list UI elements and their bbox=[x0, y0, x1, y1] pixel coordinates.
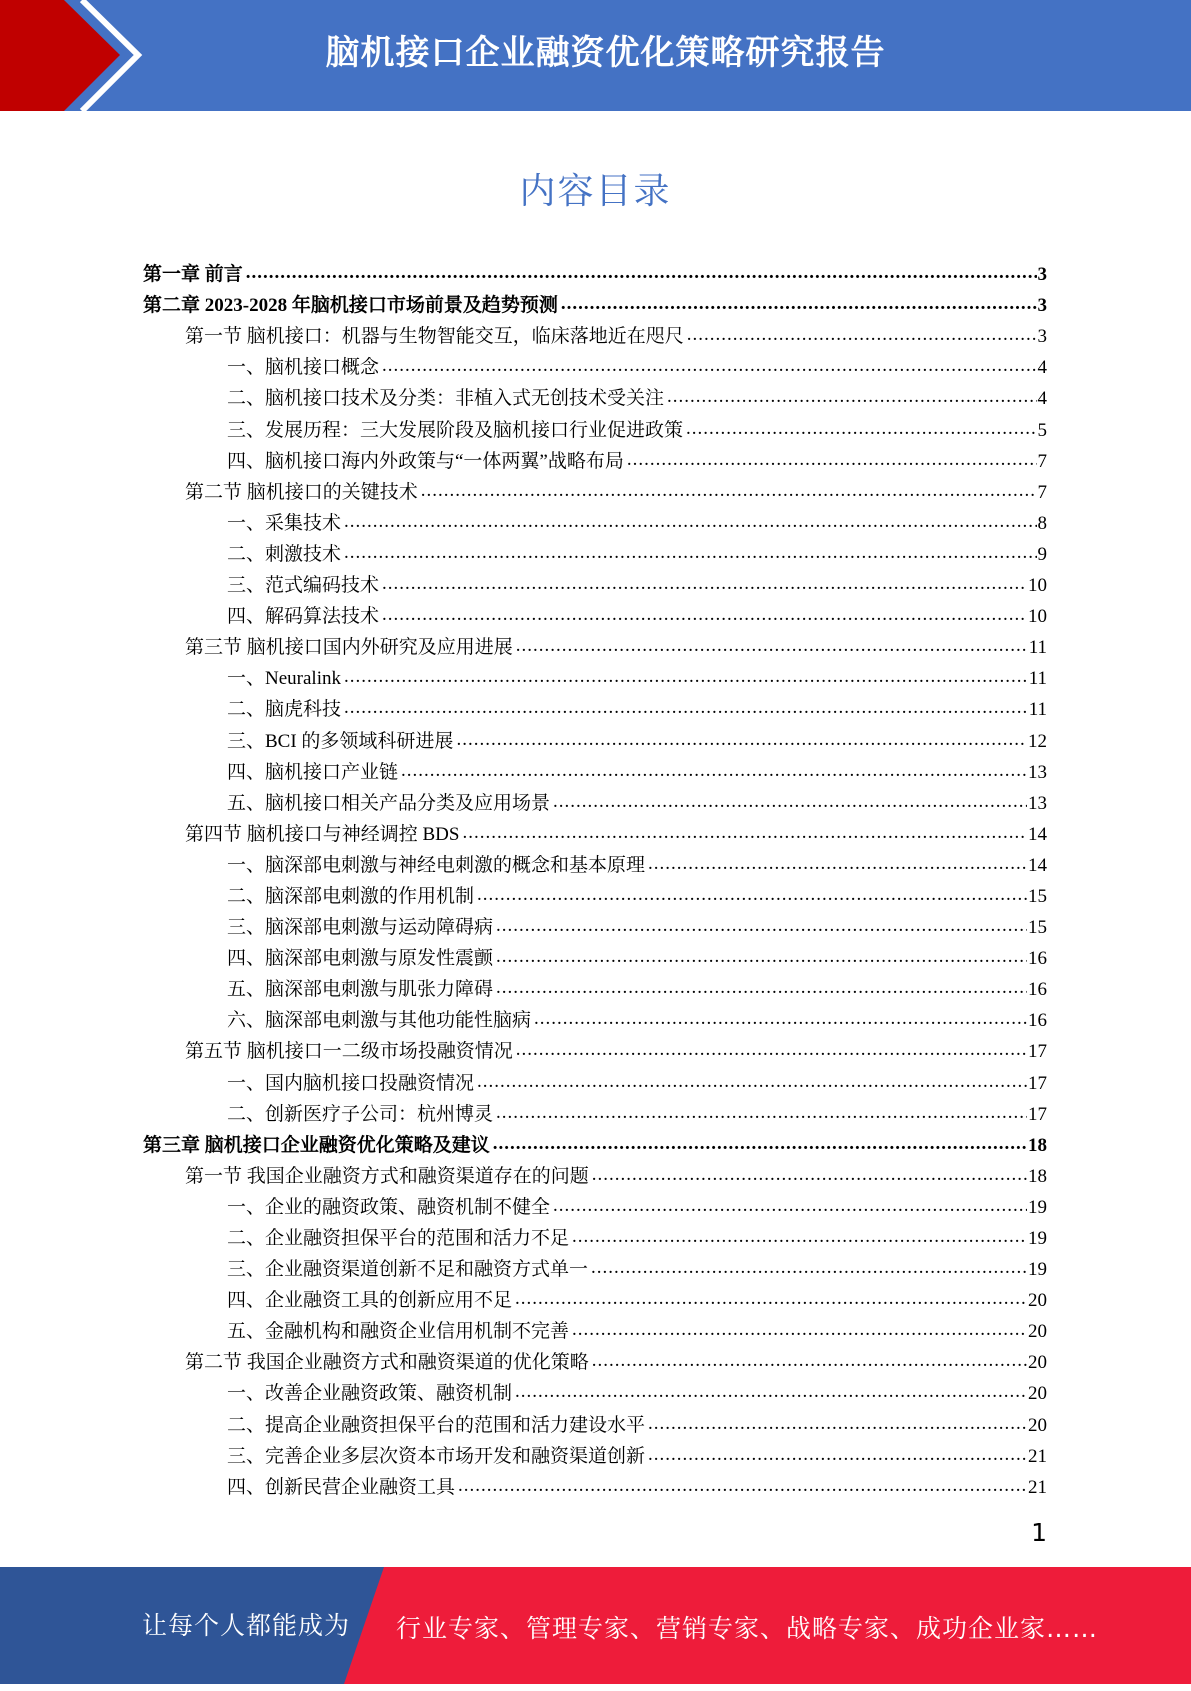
toc-entry[interactable] bbox=[143, 348, 1047, 379]
toc-dot-leader bbox=[493, 1134, 1027, 1157]
toc-entry-title: 一、采集技术 bbox=[227, 512, 342, 534]
toc-entry-title: 第二节 脑机接口的关键技术 bbox=[185, 481, 418, 503]
toc-dot-leader bbox=[246, 263, 1037, 286]
toc-entry-title: 二、刺激技术 bbox=[227, 543, 342, 565]
toc-entry[interactable] bbox=[143, 1063, 1047, 1094]
toc-dot-leader bbox=[344, 512, 1036, 535]
toc-entry-page: 19 bbox=[1028, 1259, 1047, 1281]
toc-dot-leader bbox=[382, 356, 1036, 379]
toc-entry[interactable] bbox=[143, 379, 1047, 410]
toc-entry[interactable] bbox=[143, 753, 1047, 784]
toc-entry[interactable] bbox=[143, 1281, 1047, 1312]
toc-entry[interactable] bbox=[143, 1188, 1047, 1219]
toc-entry-page: 19 bbox=[1028, 1228, 1047, 1249]
toc-entry-title: 四、脑机接口产业链 bbox=[227, 761, 399, 783]
toc-heading: 内容目录 bbox=[519, 171, 672, 212]
toc-entry[interactable] bbox=[143, 1219, 1047, 1250]
toc-entry-page: 21 bbox=[1028, 1445, 1047, 1467]
toc-entry-page: 16 bbox=[1028, 979, 1047, 1001]
toc-entry-title: 六、脑深部电刺激与其他功能性脑病 bbox=[227, 1010, 532, 1032]
toc-entry-page: 21 bbox=[1028, 1476, 1047, 1498]
toc-entry-page: 19 bbox=[1028, 1196, 1047, 1218]
report-title: 脑机接口企业融资优化策略研究报告 bbox=[325, 33, 886, 73]
toc-entry-page: 14 bbox=[1028, 854, 1047, 876]
toc-entry-page: 7 bbox=[1037, 481, 1047, 503]
toc-entry-page: 17 bbox=[1028, 1041, 1047, 1063]
toc-entry-title: 第四节 脑机接口与神经调控 BDS bbox=[185, 823, 460, 845]
toc-dot-leader bbox=[534, 1009, 1027, 1032]
toc-entry-page: 8 bbox=[1037, 512, 1047, 534]
toc-entry-page: 18 bbox=[1028, 1165, 1047, 1187]
toc-entry-page: 11 bbox=[1028, 637, 1047, 659]
toc-entry[interactable] bbox=[143, 846, 1047, 877]
toc-entry-page: 7 bbox=[1037, 450, 1047, 472]
toc-entry-page: 10 bbox=[1028, 575, 1047, 597]
toc-entry-title: 四、创新民营企业融资工具 bbox=[227, 1476, 456, 1498]
toc-entry-title: 第五节 脑机接口一二级市场投融资情况 bbox=[185, 1041, 513, 1063]
toc-dot-leader bbox=[591, 1258, 1027, 1281]
toc-entry-page: 3 bbox=[1037, 264, 1047, 286]
toc-entry-title: 三、发展历程：三大发展阶段及脑机接口行业促进政策 bbox=[227, 419, 684, 441]
toc-entry-page: 11 bbox=[1028, 699, 1047, 721]
toc-entry[interactable] bbox=[143, 1468, 1047, 1499]
toc-entry-page: 3 bbox=[1037, 295, 1047, 317]
toc-entry[interactable] bbox=[143, 1343, 1047, 1374]
toc-entry[interactable] bbox=[143, 1405, 1047, 1436]
toc-entry[interactable] bbox=[143, 442, 1047, 473]
toc-dot-leader bbox=[516, 636, 1028, 659]
toc-entry[interactable] bbox=[143, 815, 1047, 846]
toc-entry-page: 9 bbox=[1037, 543, 1047, 565]
toc-entry-title: 二、脑深部电刺激的作用机制 bbox=[227, 885, 475, 907]
toc-entry[interactable] bbox=[143, 877, 1047, 908]
toc-entry-title: 第三节 脑机接口国内外研究及应用进展 bbox=[185, 637, 513, 659]
toc-entry-page: 12 bbox=[1028, 730, 1047, 752]
toc-entry[interactable] bbox=[143, 597, 1047, 628]
toc-entry-title: 四、解码算法技术 bbox=[227, 606, 380, 628]
toc-dot-leader bbox=[561, 294, 1037, 317]
toc-entry-page: 20 bbox=[1028, 1414, 1047, 1436]
toc-entry-page: 18 bbox=[1028, 1134, 1047, 1156]
toc-dot-leader bbox=[382, 605, 1027, 628]
toc-entry[interactable] bbox=[143, 410, 1047, 441]
toc-entry-title: 第一章 前言 bbox=[143, 264, 243, 286]
toc-entry-title: 三、范式编码技术 bbox=[227, 575, 380, 597]
toc-dot-leader bbox=[382, 574, 1027, 597]
toc-dot-leader bbox=[515, 1382, 1027, 1405]
toc-dot-leader bbox=[496, 978, 1027, 1001]
toc-entry-title: 二、提高企业融资担保平台的范围和活力建设水平 bbox=[227, 1414, 646, 1436]
toc-entry[interactable] bbox=[143, 1126, 1047, 1157]
footer-banner bbox=[0, 1567, 1191, 1684]
toc-dot-leader bbox=[667, 387, 1036, 410]
toc-dot-leader bbox=[648, 1414, 1027, 1437]
header-bar bbox=[0, 0, 1191, 111]
toc-entry-title: 五、金融机构和融资企业信用机制不完善 bbox=[227, 1321, 570, 1343]
toc-entry[interactable] bbox=[143, 1312, 1047, 1343]
toc-dot-leader bbox=[572, 1227, 1027, 1250]
toc-dot-leader bbox=[687, 325, 1037, 348]
toc-entry-page: 14 bbox=[1028, 823, 1047, 845]
toc-entry-title: 四、企业融资工具的创新应用不足 bbox=[227, 1290, 513, 1312]
toc-entry-title: 二、企业融资担保平台的范围和活力不足 bbox=[227, 1228, 570, 1249]
toc-entry-title: 三、完善企业多层次资本市场开发和融资渠道创新 bbox=[227, 1445, 646, 1467]
toc-entry-title: 一、企业的融资政策、融资机制不健全 bbox=[227, 1196, 551, 1218]
toc-entry-page: 10 bbox=[1028, 606, 1047, 628]
toc-dot-leader bbox=[553, 1196, 1027, 1219]
toc-entry-title: 三、企业融资渠道创新不足和融资方式单一 bbox=[227, 1259, 589, 1281]
toc-entry-page: 13 bbox=[1028, 761, 1047, 783]
toc-entry-title: 二、脑机接口技术及分类：非植入式无创技术受关注 bbox=[227, 388, 665, 410]
toc-entry-title: 二、脑虎科技 bbox=[227, 699, 342, 721]
toc-entry-title: 四、脑机接口海内外政策与“一体两翼”战略布局 bbox=[227, 450, 624, 472]
toc-entry-page: 11 bbox=[1028, 668, 1047, 690]
toc-dot-leader bbox=[496, 916, 1027, 939]
toc-entry-title: 三、脑深部电刺激与运动障碍病 bbox=[227, 917, 494, 939]
toc-entry-title: 五、脑机接口相关产品分类及应用场景 bbox=[227, 792, 551, 814]
toc-dot-leader bbox=[553, 792, 1027, 815]
toc-entry[interactable] bbox=[143, 286, 1047, 317]
toc-dot-leader bbox=[477, 1072, 1027, 1095]
toc-entry-title: 第二章 2023-2028 年脑机接口市场前景及趋势预测 bbox=[143, 295, 558, 317]
toc-entry[interactable] bbox=[143, 659, 1047, 690]
page-number: 1 bbox=[1031, 1518, 1047, 1547]
toc-entry[interactable] bbox=[143, 970, 1047, 1001]
toc-entry-page: 3 bbox=[1037, 326, 1047, 348]
toc-entry[interactable] bbox=[143, 908, 1047, 939]
toc-entry-title: 五、脑深部电刺激与肌张力障碍 bbox=[227, 979, 494, 1001]
toc-dot-leader bbox=[496, 947, 1027, 970]
toc-entry[interactable] bbox=[143, 690, 1047, 721]
toc-entry[interactable] bbox=[143, 535, 1047, 566]
toc-entry-page: 20 bbox=[1028, 1383, 1047, 1405]
toc-entry-title: 三、BCI 的多领域科研进展 bbox=[227, 730, 454, 752]
toc-entry[interactable] bbox=[143, 317, 1047, 348]
toc-entry-title: 第一节 脑机接口：机器与生物智能交互，临床落地近在咫尺 bbox=[185, 326, 684, 348]
toc-entry-page: 16 bbox=[1028, 1010, 1047, 1032]
toc-entry-page: 13 bbox=[1028, 792, 1047, 814]
toc-dot-leader bbox=[344, 543, 1036, 566]
toc-dot-leader bbox=[592, 1351, 1027, 1374]
toc-entry-title: 一、Neuralink bbox=[227, 668, 341, 690]
toc-entry[interactable] bbox=[143, 1032, 1047, 1063]
toc-entry[interactable] bbox=[143, 628, 1047, 659]
toc-dot-leader bbox=[421, 481, 1037, 504]
toc-entry-title: 一、脑机接口概念 bbox=[227, 357, 380, 379]
toc-dot-leader bbox=[401, 761, 1027, 784]
toc-entry-page: 20 bbox=[1028, 1290, 1047, 1312]
toc-dot-leader bbox=[648, 1445, 1027, 1468]
toc-dot-leader bbox=[648, 854, 1027, 877]
toc-entry-page: 17 bbox=[1028, 1103, 1047, 1125]
toc-entry-page: 4 bbox=[1037, 357, 1047, 379]
toc-entry[interactable] bbox=[143, 939, 1047, 970]
toc-entry-title: 一、改善企业融资政策、融资机制 bbox=[227, 1383, 513, 1405]
toc-dot-leader bbox=[344, 667, 1028, 690]
toc-entry-title: 第一节 我国企业融资方式和融资渠道存在的问题 bbox=[185, 1165, 589, 1187]
toc-entry-title: 四、脑深部电刺激与原发性震颤 bbox=[227, 948, 494, 970]
toc-entry-page: 4 bbox=[1037, 388, 1047, 410]
toc-entry[interactable] bbox=[143, 721, 1047, 752]
toc-entry-title: 第三章 脑机接口企业融资优化策略及建议 bbox=[143, 1134, 490, 1156]
toc-dot-leader bbox=[515, 1289, 1027, 1312]
toc-entry[interactable] bbox=[143, 1437, 1047, 1468]
toc-entry[interactable] bbox=[143, 1157, 1047, 1188]
toc-entry[interactable] bbox=[143, 504, 1047, 535]
toc-dot-leader bbox=[686, 419, 1036, 442]
toc-dot-leader bbox=[627, 450, 1037, 473]
toc-dot-leader bbox=[462, 823, 1027, 846]
toc-entry-title: 一、国内脑机接口投融资情况 bbox=[227, 1072, 475, 1094]
toc-dot-leader bbox=[496, 1103, 1027, 1126]
toc-entry[interactable] bbox=[143, 255, 1047, 286]
toc-dot-leader bbox=[572, 1320, 1027, 1343]
toc-entry[interactable] bbox=[143, 566, 1047, 597]
toc-entry-page: 20 bbox=[1028, 1321, 1047, 1343]
toc-dot-leader bbox=[344, 698, 1028, 721]
toc-entry-page: 15 bbox=[1028, 917, 1047, 939]
toc-entry[interactable] bbox=[143, 1095, 1047, 1126]
toc-entry-page: 16 bbox=[1028, 948, 1047, 970]
toc-dot-leader bbox=[592, 1165, 1027, 1188]
table-of-contents bbox=[143, 255, 1047, 1499]
toc-entry[interactable] bbox=[143, 1374, 1047, 1405]
toc-dot-leader bbox=[477, 885, 1027, 908]
toc-dot-leader bbox=[516, 1040, 1027, 1063]
toc-entry[interactable] bbox=[143, 473, 1047, 504]
footer-slogan-right: 行业专家、管理专家、营销专家、战略专家、成功企业家…… bbox=[396, 1614, 1099, 1643]
toc-entry-title: 一、脑深部电刺激与神经电刺激的概念和基本原理 bbox=[227, 854, 646, 876]
toc-entry[interactable] bbox=[143, 784, 1047, 815]
toc-entry[interactable] bbox=[143, 1250, 1047, 1281]
footer-slogan-left: 让每个人都能成为 bbox=[142, 1611, 351, 1640]
toc-entry-title: 第二节 我国企业融资方式和融资渠道的优化策略 bbox=[185, 1352, 589, 1374]
toc-entry-page: 20 bbox=[1028, 1352, 1047, 1374]
toc-entry-page: 17 bbox=[1028, 1072, 1047, 1094]
toc-entry-page: 15 bbox=[1028, 885, 1047, 907]
toc-entry[interactable] bbox=[143, 1001, 1047, 1032]
toc-entry-page: 5 bbox=[1037, 419, 1047, 441]
toc-dot-leader bbox=[456, 730, 1027, 753]
toc-dot-leader bbox=[458, 1476, 1027, 1499]
toc-entry-title: 二、创新医疗子公司：杭州博灵 bbox=[227, 1103, 494, 1125]
